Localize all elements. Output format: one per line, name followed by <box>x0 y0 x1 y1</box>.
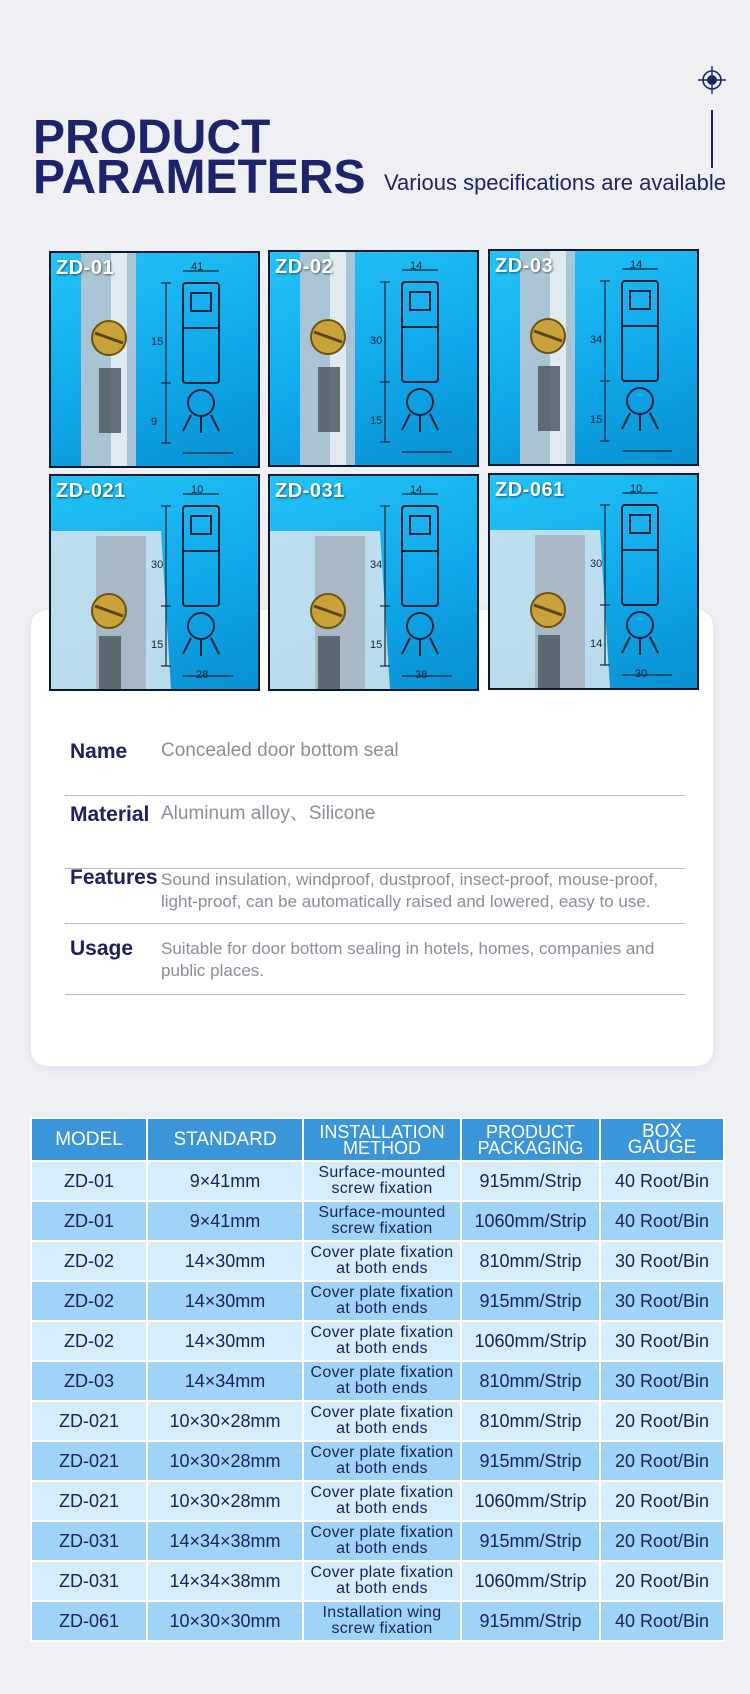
table-cell: Cover plate fixation at both ends <box>303 1241 461 1281</box>
product-tile <box>488 473 699 690</box>
spec-row-material <box>65 803 685 869</box>
table-cell: 810mm/Strip <box>461 1361 600 1401</box>
table-cell: 1060mm/Strip <box>461 1201 600 1241</box>
spec-value: Suitable for door bottom sealing in hotels, homes, companies and public places. <box>161 939 655 980</box>
table-header-row <box>31 1118 724 1161</box>
dimension-label: 9 <box>151 416 158 428</box>
table-cell: 1060mm/Strip <box>461 1561 600 1601</box>
table-cell: 14×34×38mm <box>147 1561 303 1601</box>
table-cell: 9×41mm <box>147 1201 303 1241</box>
title-line-1: PRODUCT <box>33 111 271 164</box>
dimension-label: 15 <box>590 414 603 426</box>
table-cell: ZD-01 <box>31 1161 147 1201</box>
table-row <box>31 1521 724 1561</box>
table-cell: 1060mm/Strip <box>461 1321 600 1361</box>
table-row <box>31 1361 724 1401</box>
product-tile <box>49 251 260 468</box>
table-cell: 30 Root/Bin <box>600 1361 724 1401</box>
table-cell: 20 Root/Bin <box>600 1441 724 1481</box>
page-subtitle: Various specifications are available <box>384 170 726 195</box>
table-row <box>31 1601 724 1641</box>
table-cell: Cover plate fixation at both ends <box>303 1321 461 1361</box>
table-cell: 40 Root/Bin <box>600 1161 724 1201</box>
table-cell: ZD-021 <box>31 1481 147 1521</box>
dimension-label: 30 <box>635 668 648 680</box>
table-cell: 9×41mm <box>147 1161 303 1201</box>
table-cell: 10×30×30mm <box>147 1601 303 1641</box>
decorative-divider <box>711 110 713 168</box>
model-label: ZD-03 <box>495 255 554 277</box>
page-title <box>33 111 366 204</box>
spec-key: Name <box>70 740 128 763</box>
table-cell: ZD-021 <box>31 1401 147 1441</box>
product-tile <box>488 249 699 466</box>
table-cell: Surface-mounted screw fixation <box>303 1161 461 1201</box>
product-drawing <box>270 476 477 689</box>
table-cell: ZD-021 <box>31 1441 147 1481</box>
table-cell: ZD-02 <box>31 1241 147 1281</box>
dimension-label: 34 <box>370 559 383 571</box>
dimension-label: 15 <box>151 639 164 651</box>
table-cell: Cover plate fixation at both ends <box>303 1281 461 1321</box>
table-cell: Installation wing screw fixation <box>303 1601 461 1641</box>
product-tile <box>268 474 479 691</box>
spec-value: Sound insulation, windproof, dustproof, insect-proof, mouse-proof, light-proof, can be automatically raised and lowered, easy to use. <box>161 870 659 911</box>
model-label: ZD-02 <box>275 256 334 278</box>
dimension-label: 28 <box>196 669 209 681</box>
spec-row-features <box>65 866 685 924</box>
product-drawing <box>51 253 258 466</box>
dimension-label: 38 <box>415 669 428 681</box>
dimension-label: 15 <box>370 639 383 651</box>
table-cell: 30 Root/Bin <box>600 1281 724 1321</box>
table-row <box>31 1201 724 1241</box>
dimension-label: 10 <box>630 483 643 495</box>
table-cell: ZD-03 <box>31 1361 147 1401</box>
table-body <box>31 1161 724 1641</box>
table-cell: 40 Root/Bin <box>600 1601 724 1641</box>
spec-value: Aluminum alloy、Silicone <box>161 803 376 824</box>
table-cell: ZD-01 <box>31 1201 147 1241</box>
table-cell: 14×30mm <box>147 1321 303 1361</box>
dimension-label: 10 <box>191 484 204 496</box>
product-drawing <box>51 476 258 689</box>
dimension-label: 30 <box>370 335 383 347</box>
table-row <box>31 1401 724 1441</box>
spec-key: Features <box>70 866 158 889</box>
table-cell: ZD-031 <box>31 1521 147 1561</box>
table-cell: 10×30×28mm <box>147 1441 303 1481</box>
spec-row-name <box>65 740 685 796</box>
table-cell: 915mm/Strip <box>461 1281 600 1321</box>
table-cell: 810mm/Strip <box>461 1241 600 1281</box>
column-header: BOX GAUGE <box>600 1118 724 1161</box>
specification-table <box>30 1117 725 1642</box>
table-cell: 10×30×28mm <box>147 1481 303 1521</box>
table-row <box>31 1161 724 1201</box>
table-cell: 1060mm/Strip <box>461 1481 600 1521</box>
product-drawing <box>270 252 477 465</box>
table-cell: 14×30mm <box>147 1281 303 1321</box>
table-cell: Surface-mounted screw fixation <box>303 1201 461 1241</box>
column-header: PRODUCT PACKAGING <box>461 1118 600 1161</box>
crosshair-icon <box>697 65 727 95</box>
table-cell: 10×30×28mm <box>147 1401 303 1441</box>
table-cell: 20 Root/Bin <box>600 1521 724 1561</box>
table-cell: Cover plate fixation at both ends <box>303 1401 461 1441</box>
dimension-label: 30 <box>151 559 164 571</box>
table-cell: Cover plate fixation at both ends <box>303 1481 461 1521</box>
table-cell: ZD-02 <box>31 1281 147 1321</box>
dimension-label: 14 <box>590 638 603 650</box>
dimension-label: 14 <box>410 484 423 496</box>
product-drawing <box>490 251 697 464</box>
model-label: ZD-021 <box>56 480 126 502</box>
product-drawing <box>490 475 697 688</box>
model-label: ZD-01 <box>56 257 115 279</box>
dimension-label: 15 <box>370 415 383 427</box>
table-row <box>31 1281 724 1321</box>
table-cell: Cover plate fixation at both ends <box>303 1361 461 1401</box>
product-tile <box>268 250 479 467</box>
table-row <box>31 1241 724 1281</box>
table-cell: 810mm/Strip <box>461 1401 600 1441</box>
column-header: INSTALLATION METHOD <box>303 1118 461 1161</box>
table-row <box>31 1441 724 1481</box>
spec-key: Usage <box>70 937 134 960</box>
table-cell: 30 Root/Bin <box>600 1241 724 1281</box>
spec-value: Concealed door bottom seal <box>161 740 399 761</box>
table-cell: Cover plate fixation at both ends <box>303 1561 461 1601</box>
table-cell: 14×30mm <box>147 1241 303 1281</box>
spec-key: Material <box>70 803 150 826</box>
dimension-label: 30 <box>590 558 603 570</box>
table-cell: 14×34mm <box>147 1361 303 1401</box>
table-row <box>31 1321 724 1361</box>
product-tile <box>49 474 260 691</box>
dimension-label: 41 <box>191 261 204 273</box>
table-cell: 20 Root/Bin <box>600 1401 724 1441</box>
table-cell: 30 Root/Bin <box>600 1321 724 1361</box>
dimension-label: 14 <box>630 259 643 271</box>
table-row <box>31 1481 724 1521</box>
table-cell: ZD-061 <box>31 1601 147 1641</box>
table-cell: 915mm/Strip <box>461 1521 600 1561</box>
column-header: MODEL <box>31 1118 147 1161</box>
table-cell: 915mm/Strip <box>461 1161 600 1201</box>
table-cell: 20 Root/Bin <box>600 1561 724 1601</box>
table-cell: 20 Root/Bin <box>600 1481 724 1521</box>
table-cell: 40 Root/Bin <box>600 1201 724 1241</box>
model-label: ZD-031 <box>275 480 345 502</box>
dimension-label: 15 <box>151 336 164 348</box>
dimension-label: 34 <box>590 334 603 346</box>
model-label: ZD-061 <box>495 479 565 501</box>
column-header: STANDARD <box>147 1118 303 1161</box>
table-row <box>31 1561 724 1601</box>
title-line-2: PARAMETERS <box>33 151 366 204</box>
table-cell: 915mm/Strip <box>461 1601 600 1641</box>
table-cell: ZD-031 <box>31 1561 147 1601</box>
spec-row-usage <box>65 937 685 995</box>
dimension-label: 14 <box>410 260 423 272</box>
table-cell: ZD-02 <box>31 1321 147 1361</box>
table-cell: 915mm/Strip <box>461 1441 600 1481</box>
table-cell: Cover plate fixation at both ends <box>303 1441 461 1481</box>
table-cell: Cover plate fixation at both ends <box>303 1521 461 1561</box>
table-cell: 14×34×38mm <box>147 1521 303 1561</box>
